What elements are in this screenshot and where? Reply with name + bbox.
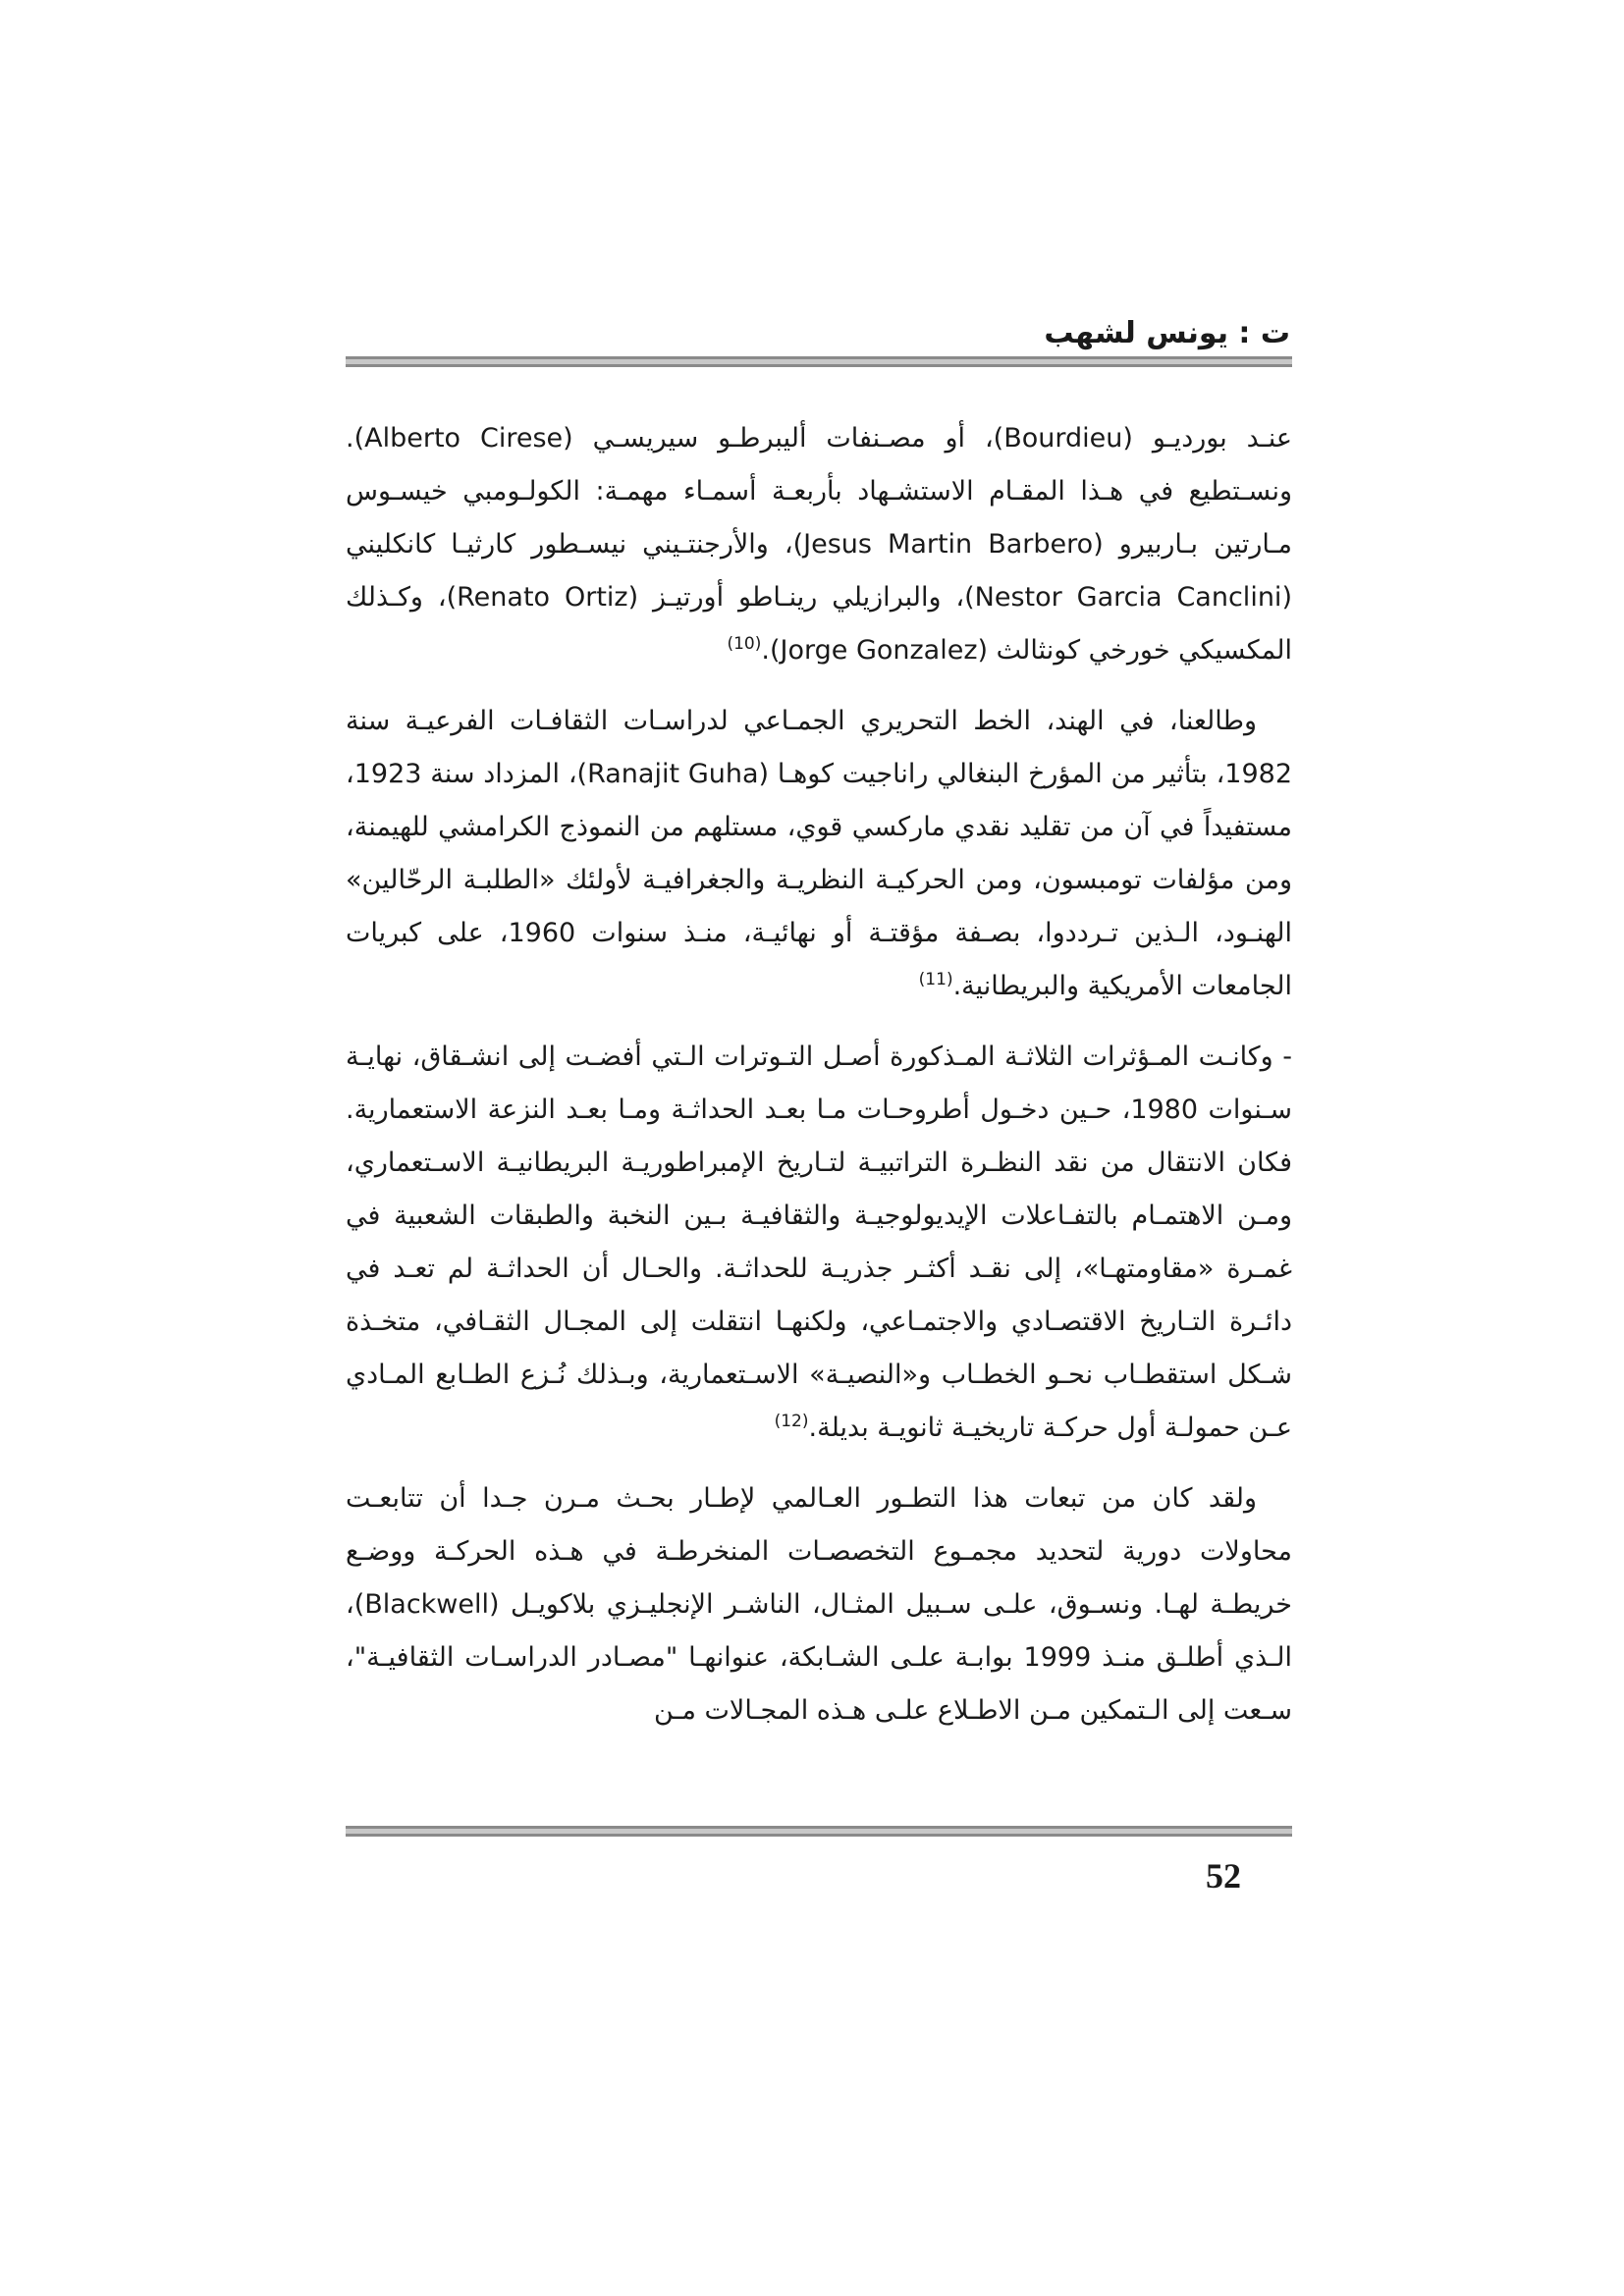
running-header: ت : يونس لشهب [1044, 316, 1290, 350]
page-number: 52 [1206, 1856, 1241, 1896]
paragraph-text: - وكانـت المـؤثرات الثلاثـة المـذكورة أصـل التـوترات الـتي أفضـت إلى انشـقاق، نهايـة سـنوات 1980، حـين دخـول أطروحـات مـا بعـد الحداثـة ومـا بعـد النزعة الاستعمارية. فكان الانتقال من نقد النظـرة التراتبيـة لتـاريخ الإمبراطوريـة البريطانيـة الاسـتعماري، ومـن الاهتمـام بالتفـاعلات الإيديولوجيـة والثقافيـة بـين النخبة والطبقات الشعبية في غمـرة «مقاومتهـا»، إلى نقـد أكثـر جذريـة للحداثـة. والحـال أن الحداثـة لم تعـد في دائـرة التـاريخ الاقتصـادي والاجتمـاعي، ولكنهـا انتقلت إلى المجـال الثقـافي، متخـذة شـكل استقطـاب نحـو الخطـاب و«النصيـة» الاسـتعمارية، وبـذلك نُـزع الطـابع المـادي عـن حمولـة أول حركـة تاريخيـة ثانويـة بديلة. [346, 1041, 1293, 1443]
footer-rule [346, 1826, 1292, 1837]
paragraph-text: ولقد كان من تبعات هذا التطـور العـالمي لإطـار بحـث مـرن جـدا أن تتابعـت محاولات دورية لتحديد مجمـوع التخصصـات المنخرطـة في هـذه الحركـة ووضـع خريطـة لهـا. ونسـوق، علـى سـبيل المثـال، الناشـر الإنجليـزي بلاكويـل (Blackwell)، الـذي أطلـق منـذ 1999 بوابـة علـى الشـابكة، عنوانهـا "مصـادر الدراسـات الثقافيـة"، سـعت إلى الـتمكين مـن الاطـلاع علـى هـذه المجـالات مـن [346, 1483, 1292, 1726]
paragraph [346, 412, 1292, 677]
paragraph [346, 695, 1292, 1013]
footnote-marker: (12) [774, 1412, 809, 1431]
footnote-marker: (10) [727, 634, 762, 654]
paragraph-text: عنـد بورديـو (Bourdieu)، أو مصـنفات أليبرطـو سيريسـي (Alberto Cirese). ونسـتطيع في هـذا المقـام الاستشـهاد بأربعـة أسمـاء مهمـة: الكولـومبي خيسـوس مـارتين بـاربيرو (Jesus Martin Barbero)، والأرجنتـيني نيسـطور كارثيـا كانكليني (Nestor Garcia Canclini)، والبرازيلي رينـاطو أورتيـز (Renato Ortiz)، وكـذلك المكسيكي خورخي كونثالث (Jorge Gonzalez). [346, 423, 1292, 666]
paragraph [346, 1472, 1292, 1737]
header-rule [346, 356, 1292, 367]
paragraph [346, 1031, 1292, 1455]
footnote-marker: (11) [918, 970, 953, 989]
page-body [346, 412, 1292, 1755]
paragraph-text: وطالعنا، في الهند، الخط التحريري الجمـاعي لدراسـات الثقافـات الفرعيـة سنة 1982، بتأثير من المؤرخ البنغالي راناجيت كوهـا (Ranajit Guha)، المزداد سنة 1923، مستفيداً في آن من تقليد نقدي ماركسي قوي، مستلهم من النموذج الكرامشي للهيمنة، ومن مؤلفات تومبسون، ومن الحركيـة النظريـة والجغرافيـة لأولئك «الطلبـة الرحّالين» الهنـود، الـذين تـرددوا، بصـفة مؤقتـة أو نهائيـة، منـذ سنوات 1960، على كبريات الجامعات الأمريكية والبريطانية. [346, 706, 1293, 1001]
